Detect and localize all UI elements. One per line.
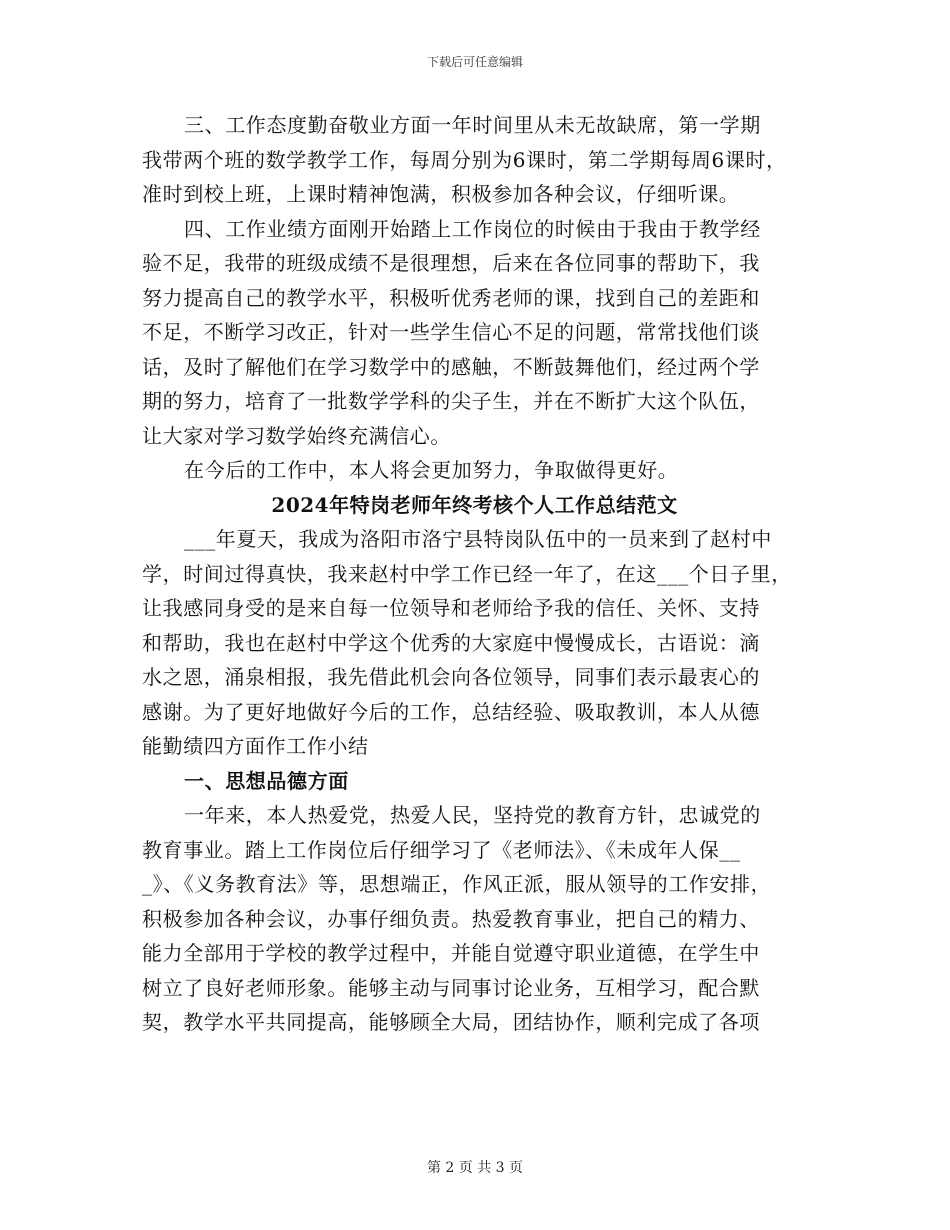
paragraph-line: 期的努力，培育了一批数学学科的尖子生，并在不断扩大这个队伍， — [142, 389, 760, 413]
paragraph-line: 和帮助，我也在赵村中学这个优秀的大家庭中慢慢成长，古语说：滴 — [142, 630, 760, 655]
section-title: 2024年特岗老师年终考核个人工作总结范文 — [271, 492, 678, 517]
paragraph-line: 一年来，本人热爱党，热爱人民，坚持党的教育方针，忠诚党的 — [184, 803, 761, 827]
paragraph-line: 努力提高自己的教学水平，积极听优秀老师的课，找到自己的差距和 — [142, 285, 760, 310]
paragraph-line: 能勤绩四方面作工作小结 — [142, 734, 369, 758]
document-body — [142, 108, 807, 1040]
paragraph-line: 四、工作业绩方面刚开始踏上工作岗位的时候由于我由于教学经 — [184, 216, 761, 241]
paragraph-line: 树立了良好老师形象。能够主动与同事讨论业务，互相学习，配合默 — [142, 975, 760, 1000]
paragraph-line: 在今后的工作中，本人将会更加努力，争取做得更好。 — [184, 458, 679, 482]
paragraph-line: 话，及时了解他们在学习数学中的感触，不断鼓舞他们，经过两个学 — [142, 354, 760, 379]
paragraph-line: 不足，不断学习改正，针对一些学生信心不足的问题，常常找他们谈 — [142, 320, 760, 344]
paragraph-line: 教育事业。踏上工作岗位后仔细学习了《老师法》、《未成年人保__ — [142, 837, 741, 862]
paragraph-line: 积极参加各种会议，办事仔细负责。热爱教育事业，把自己的精力、 — [142, 906, 760, 931]
paragraph-line: 契，教学水平共同提高，能够顾全大局，团结协作，顺利完成了各项 — [142, 1010, 760, 1034]
paragraph-line: 让我感同身受的是来自每一位领导和老师给予我的信任、关怀、支持 — [142, 596, 760, 620]
section-heading: 一、思想品德方面 — [184, 768, 349, 793]
paragraph-line: 让大家对学习数学始终充满信心。 — [142, 423, 451, 448]
paragraph-line: _》、《义务教育法》等，思想端正，作风正派，服从领导的工作安排， — [142, 872, 772, 896]
paragraph-line: 学，时间过得真快，我来赵村中学工作已经一年了，在这___个日子里， — [142, 561, 792, 586]
paragraph-line: 我带两个班的数学教学工作，每周分别为6课时，第二学期每周6课时， — [142, 147, 787, 172]
paragraph-line: 能力全部用于学校的教学过程中，并能自觉遵守职业道德，在学生中 — [142, 941, 760, 965]
page-header: 下载后可任意编辑 — [426, 55, 523, 69]
paragraph-line: 三、工作态度勤奋敬业方面一年时间里从未无故缺席，第一学期 — [184, 113, 761, 137]
paragraph-line: 验不足，我带的班级成绩不是很理想，后来在各位同事的帮助下，我 — [142, 251, 760, 275]
paragraph-line: 感谢。为了更好地做好今后的工作，总结经验、吸取教训，本人从德 — [142, 699, 760, 724]
paragraph-line: ___年夏天，我成为洛阳市洛宁县特岗队伍中的一员来到了赵村中 — [184, 527, 772, 551]
page-footer: 第 2 页 共 3 页 — [426, 1160, 524, 1176]
paragraph-line: 准时到校上班，上课时精神饱满，积极参加各种会议，仔细听课。 — [142, 182, 740, 206]
paragraph-line: 水之恩，涌泉相报，我先借此机会向各位领导，同事们表示最衷心的 — [142, 665, 760, 689]
